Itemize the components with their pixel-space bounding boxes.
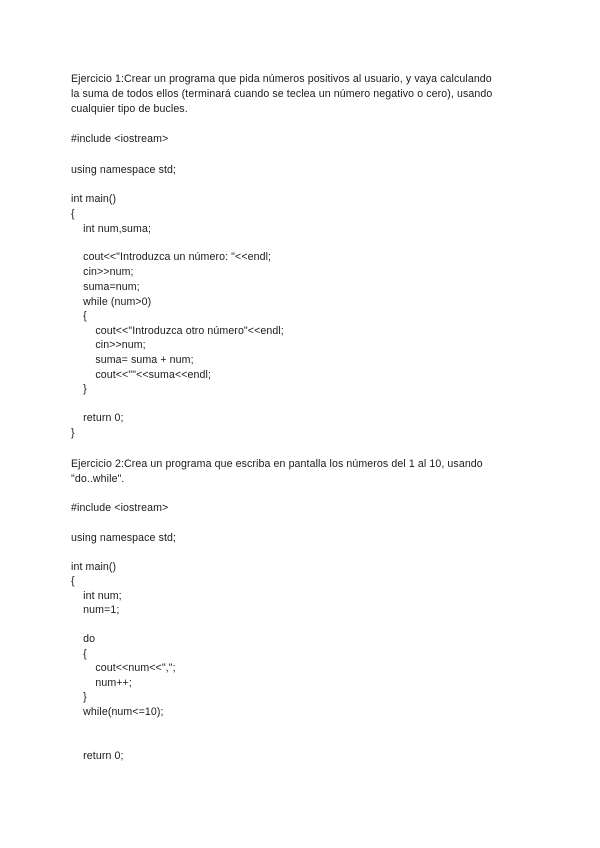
code-line: return 0; <box>71 412 124 424</box>
exercise1-desc-line3: cualquier tipo de bucles. <box>71 103 188 115</box>
exercise1-title: Ejercicio 1:Crear un programa que pida números positivos al usuario, y vaya calculando <box>71 73 492 85</box>
code-line: { <box>71 208 75 220</box>
code-line: do <box>71 633 96 645</box>
code-line: using namespace std; <box>71 532 177 544</box>
code-line: int num,suma; <box>71 223 152 235</box>
code-line: #include <iostream> <box>71 133 169 145</box>
code-line: cout<<"Introduzca un número: "<<endl; <box>71 251 272 263</box>
code-line: { <box>71 648 87 660</box>
code-line: cout<<""<<suma<<endl; <box>71 369 211 381</box>
code-line: num=1; <box>71 604 120 616</box>
code-line: { <box>71 575 75 587</box>
code-line: using namespace std; <box>71 164 177 176</box>
code-line: cin>>num; <box>71 266 134 278</box>
code-line: } <box>71 383 87 395</box>
code-line: #include <iostream> <box>71 502 169 514</box>
code-line: num++; <box>71 677 132 689</box>
code-line: return 0; <box>71 750 124 762</box>
code-line: suma= suma + num; <box>71 354 194 366</box>
exercise2-desc-line2: "do..while". <box>71 473 125 485</box>
code-line: cout<<"Introduzca otro número"<<endl; <box>71 325 284 337</box>
code-line: int num; <box>71 590 122 602</box>
code-line: while(num<=10); <box>71 706 164 718</box>
code-line: } <box>71 691 87 703</box>
exercise2-title: Ejercicio 2:Crea un programa que escriba en pantalla los números del 1 al 10, usando <box>71 458 483 470</box>
code-line: cin>>num; <box>71 339 146 351</box>
code-line: int main() <box>71 193 117 205</box>
code-line: cout<<num<<","; <box>71 662 176 674</box>
code-line: int main() <box>71 561 117 573</box>
code-line: } <box>71 427 75 439</box>
code-line: suma=num; <box>71 281 140 293</box>
exercise1-desc-line2: la suma de todos ellos (terminará cuando se teclea un número negativo o cero), usando <box>71 88 493 100</box>
code-line: while (num>0) <box>71 296 152 308</box>
code-line: { <box>71 310 87 322</box>
